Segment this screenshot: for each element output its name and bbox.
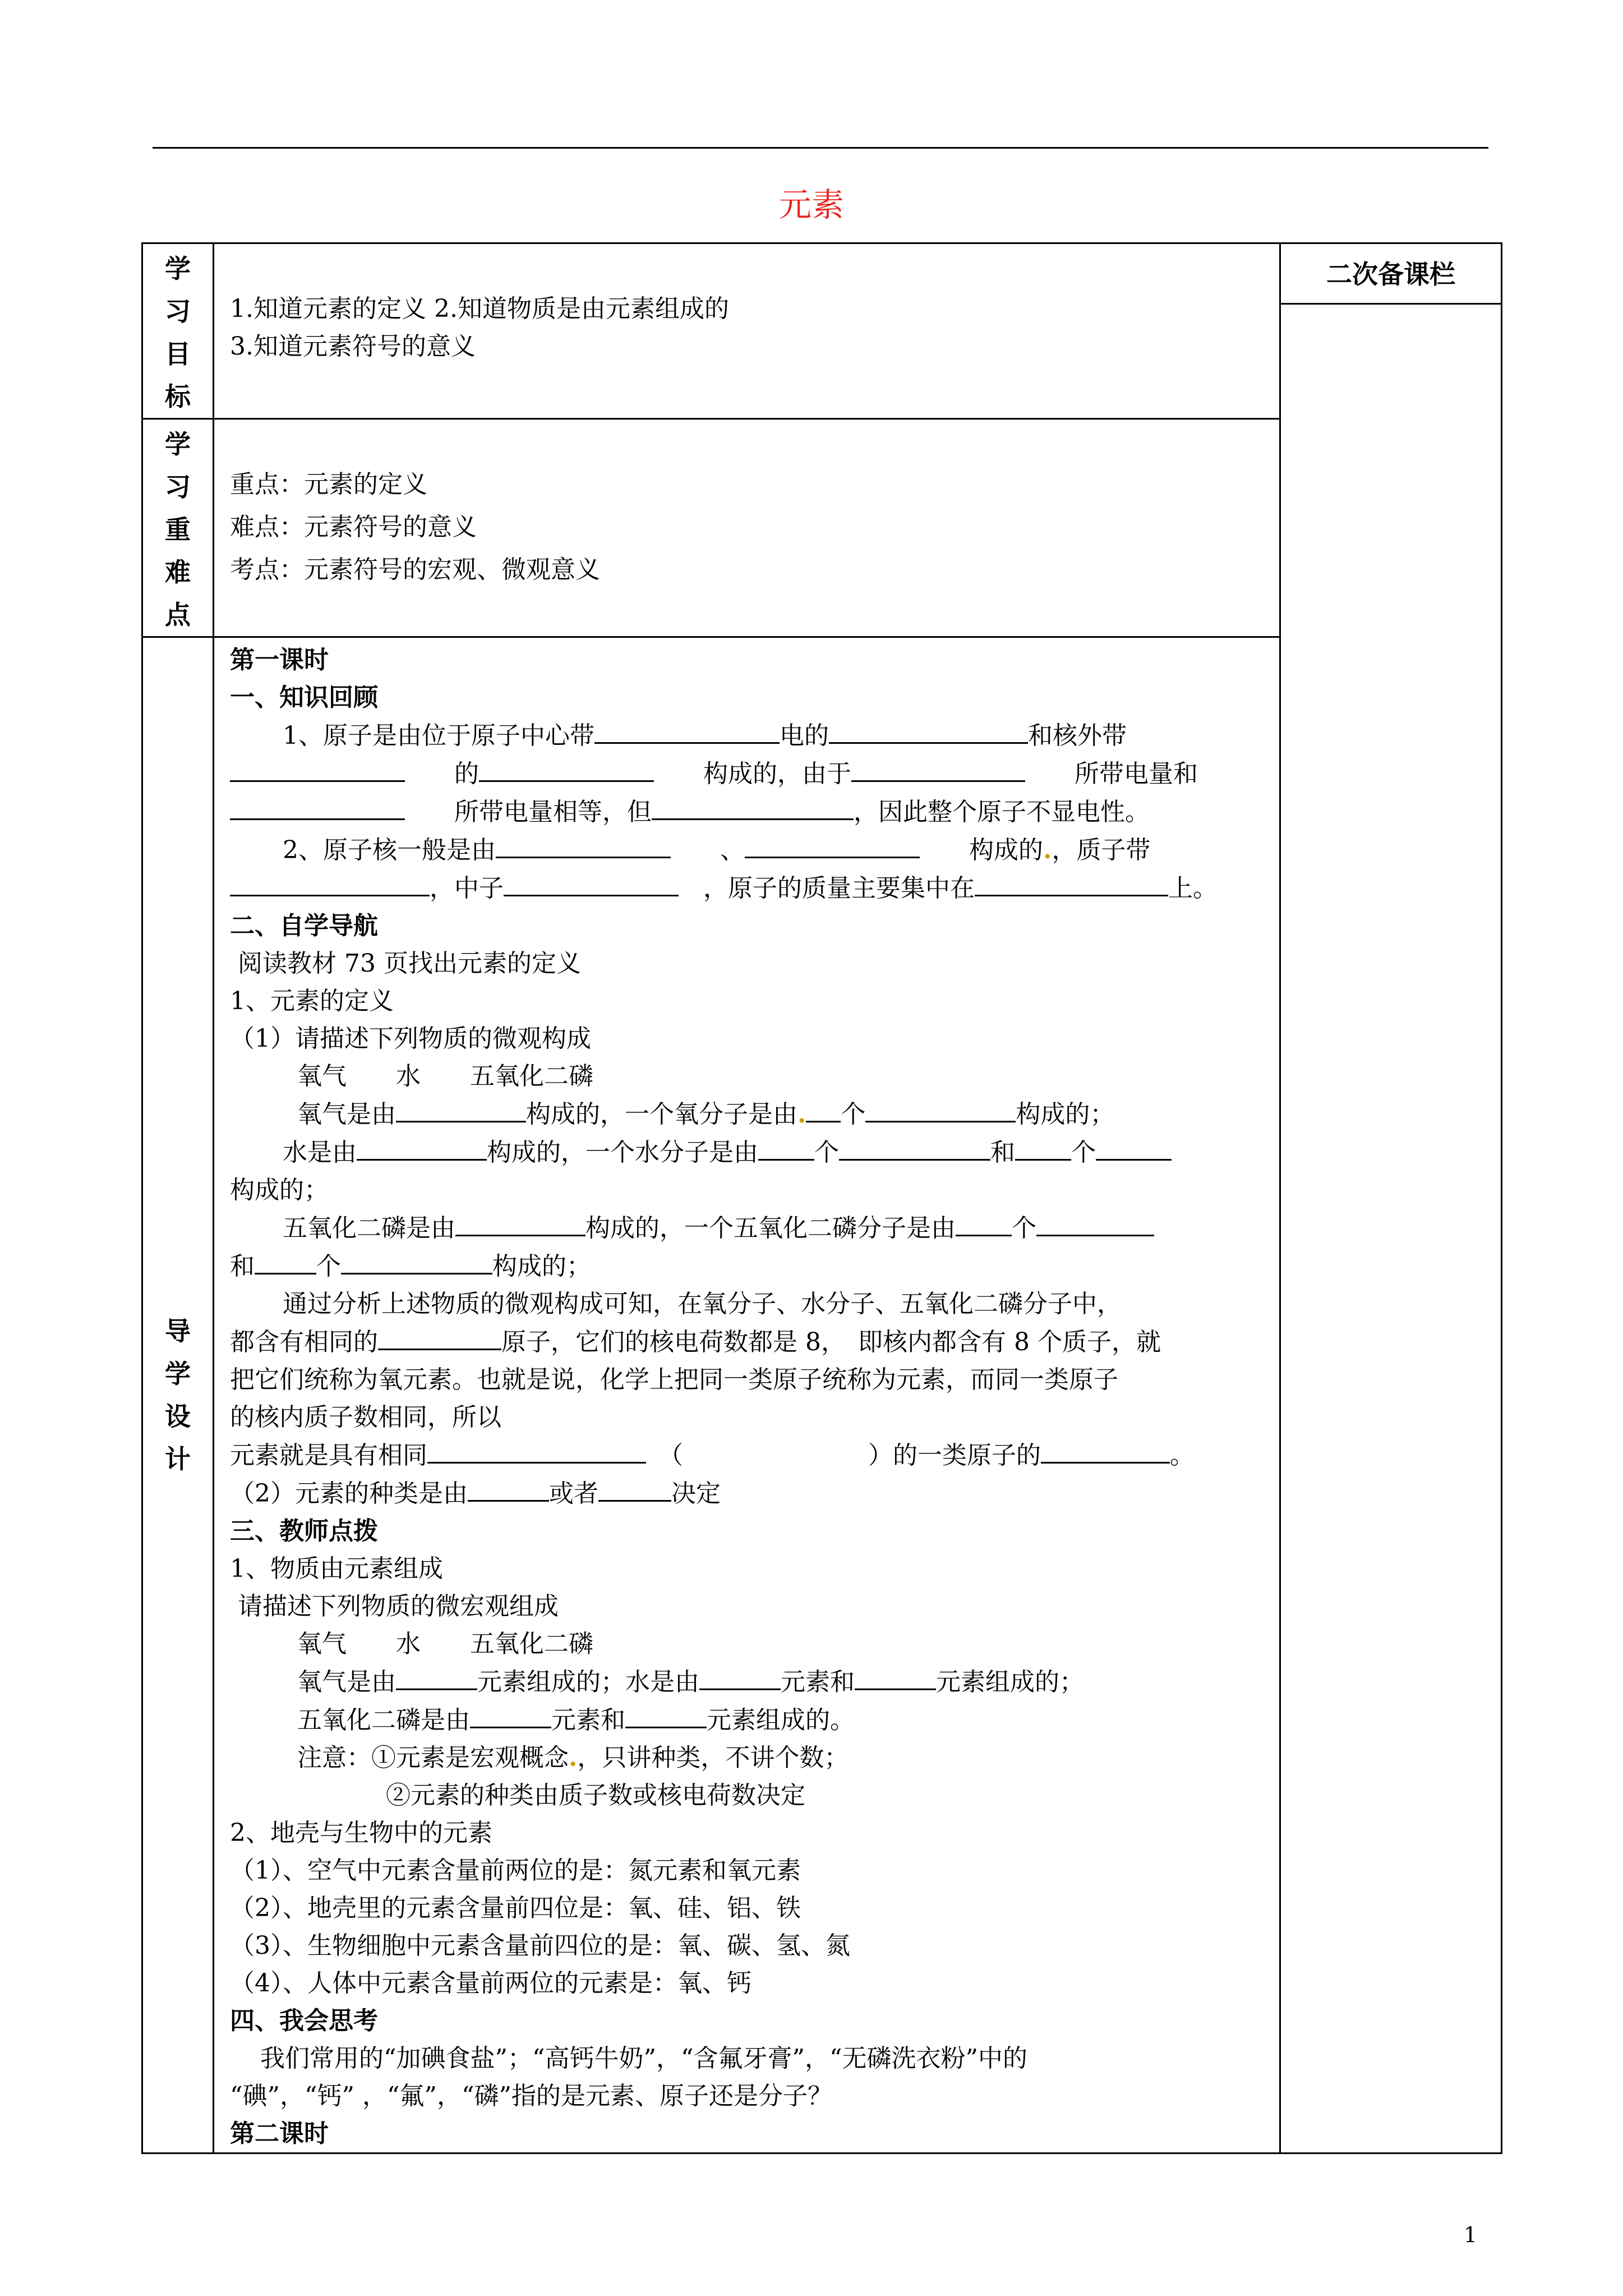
review-line-3: 所带电量相等，但 ，因此整个原子不显电性。 (230, 793, 1266, 831)
lesson-plan-table (141, 242, 1502, 2154)
blank[interactable] (839, 1133, 990, 1161)
analysis-line-2: 都含有相同的 原子，它们的核电荷数都是 8， 即核内都含有 8 个质子，就 (230, 1323, 1266, 1361)
blank[interactable] (378, 1323, 501, 1350)
blank[interactable] (699, 1663, 781, 1690)
key-line: 重点：元素的定义 (230, 470, 427, 499)
text-line: 氧气 水 五氧化二磷 (297, 1062, 593, 1091)
blank[interactable] (255, 1247, 316, 1274)
text-line: 1、元素的定义 (230, 987, 394, 1015)
blank[interactable] (745, 831, 920, 858)
keys-label: 学 习 重 难 点 (142, 419, 214, 637)
text-line: （2）、地壳里的元素含量前四位是：氧、硅、铝、铁 (230, 1894, 801, 1922)
blank[interactable] (594, 716, 780, 744)
design-label: 导 学 设 计 (142, 637, 214, 2154)
review-line-5: ，中子 ，原子的质量主要集中在 上。 (230, 869, 1266, 907)
goals-row (142, 243, 1502, 419)
p2o5-line-2: 和 个 构成的； (230, 1247, 1266, 1285)
header-rule (153, 147, 1488, 149)
side-notes-column (1280, 243, 1502, 2154)
lesson-heading: 第二课时 (230, 2119, 329, 2148)
definition-line: 元素就是具有相同 （ ）的一类原子的 。 (230, 1436, 1266, 1474)
side-notes-header: 二次备课栏 (1281, 244, 1501, 305)
goal-line: 3.知道元素符号的意义 (230, 332, 476, 361)
key-line: 考点：元素符号的宏观、微观意义 (230, 555, 600, 584)
review-line-4: 2、原子核一般是由 、 构成的.，质子带 (230, 831, 1266, 869)
kind-line: （2）元素的种类是由 或者 决定 (230, 1474, 1266, 1512)
blank[interactable] (427, 1436, 646, 1464)
section-heading: 一、知识回顾 (230, 683, 378, 712)
blank[interactable] (806, 1095, 841, 1122)
text-line: （4）、人体中元素含量前两位的元素是：氧、钙 (230, 1969, 751, 1998)
element-line-1: 氧气是由 元素组成的；水是由 元素和 元素组成的； (230, 1663, 1266, 1701)
blank[interactable] (598, 1474, 671, 1502)
blank[interactable] (829, 716, 1028, 744)
review-line-2: 的 构成的，由于 所带电量和 (230, 754, 1266, 793)
blank[interactable] (1041, 1436, 1170, 1464)
blank[interactable] (455, 1209, 585, 1236)
blank[interactable] (396, 1663, 477, 1690)
blank[interactable] (470, 1701, 551, 1728)
section-heading: 二、自学导航 (230, 912, 378, 940)
oxygen-line: 氧气是由 构成的，一个氧分子是由. 个 构成的； (230, 1095, 1266, 1133)
blank[interactable] (652, 793, 854, 820)
text-line: （3）、生物细胞中元素含量前四位的是：氧、碳、氢、氮 (230, 1931, 850, 1960)
section-heading: 三、教师点拨 (230, 1517, 378, 1545)
text-line: 构成的； (230, 1176, 329, 1204)
design-content (214, 637, 1280, 2154)
blank[interactable] (758, 1133, 814, 1161)
text-line: 请描述下列物质的微宏观组成 (238, 1592, 559, 1621)
note-line-2: ②元素的种类由质子数或核电荷数决定 (386, 1781, 805, 1810)
element-line-2: 五氧化二磷是由 元素和 元素组成的。 (230, 1701, 1266, 1739)
page-title: 元素 (778, 186, 844, 224)
page-number: 1 (1463, 2223, 1477, 2247)
blank[interactable] (1015, 1133, 1071, 1161)
text-line: 把它们统称为氧元素。也就是说，化学上把同一类原子统称为元素，而同一类原子 (230, 1365, 1118, 1394)
analysis-line-1: 通过分析上述物质的微观构成可知，在氧分子、水分子、五氧化二磷分子中， (283, 1290, 1122, 1318)
text-line: （1）、空气中元素含量前两位的是：氮元素和氧元素 (230, 1856, 801, 1885)
blank[interactable] (468, 1474, 549, 1502)
p2o5-line: 五氧化二磷是由 构成的，一个五氧化二磷分子是由 个 (230, 1209, 1266, 1247)
blank[interactable] (625, 1701, 707, 1728)
keys-content (214, 419, 1280, 637)
lesson-heading: 第一课时 (230, 646, 329, 674)
review-line-1: 1、原子是由位于原子中心带 电的 和核外带 (230, 716, 1266, 754)
text-line: 阅读教材 73 页找出元素的定义 (238, 949, 581, 978)
text-line: 氧气 水 五氧化二磷 (297, 1630, 593, 1658)
text-line: 1、物质由元素组成 (230, 1554, 443, 1583)
blank[interactable] (357, 1133, 487, 1161)
blank[interactable] (865, 1095, 1016, 1122)
blank[interactable] (230, 869, 430, 896)
blank[interactable] (1036, 1209, 1154, 1236)
water-line: 水是由 构成的，一个水分子是由 个 和 个 (230, 1133, 1266, 1171)
goals-content (214, 243, 1280, 419)
text-line: “碘”，“钙” ，“氟”，“磷”指的是元素、原子还是分子？ (230, 2082, 832, 2110)
blank[interactable] (396, 1095, 526, 1122)
key-line: 难点：元素符号的意义 (230, 513, 477, 541)
blank[interactable] (496, 831, 671, 858)
blank[interactable] (1096, 1133, 1172, 1161)
text-line: 的核内质子数相同，所以 (230, 1403, 501, 1432)
note-line-1: 注意：①元素是宏观概念.，只讲种类，不讲个数； (297, 1743, 849, 1772)
blank[interactable] (504, 869, 679, 896)
blank[interactable] (956, 1209, 1012, 1236)
blank[interactable] (851, 754, 1025, 782)
section-heading: 四、我会思考 (230, 2007, 378, 2035)
blank[interactable] (230, 754, 405, 782)
text-line: （1）请描述下列物质的微观构成 (230, 1024, 591, 1053)
text-line: 我们常用的“加碘食盐”；“高钙牛奶”，“含氟牙膏”，“无磷洗衣粉”中的 (260, 2044, 1027, 2073)
text-line: 2、地壳与生物中的元素 (230, 1819, 492, 1847)
blank[interactable] (855, 1663, 936, 1690)
blank[interactable] (341, 1247, 492, 1274)
blank[interactable] (479, 754, 654, 782)
goal-line: 1.知道元素的定义 2.知道物质是由元素组成的 (230, 295, 729, 323)
blank[interactable] (975, 869, 1168, 896)
blank[interactable] (230, 793, 405, 820)
goals-label: 学 习 目 标 (142, 243, 214, 419)
